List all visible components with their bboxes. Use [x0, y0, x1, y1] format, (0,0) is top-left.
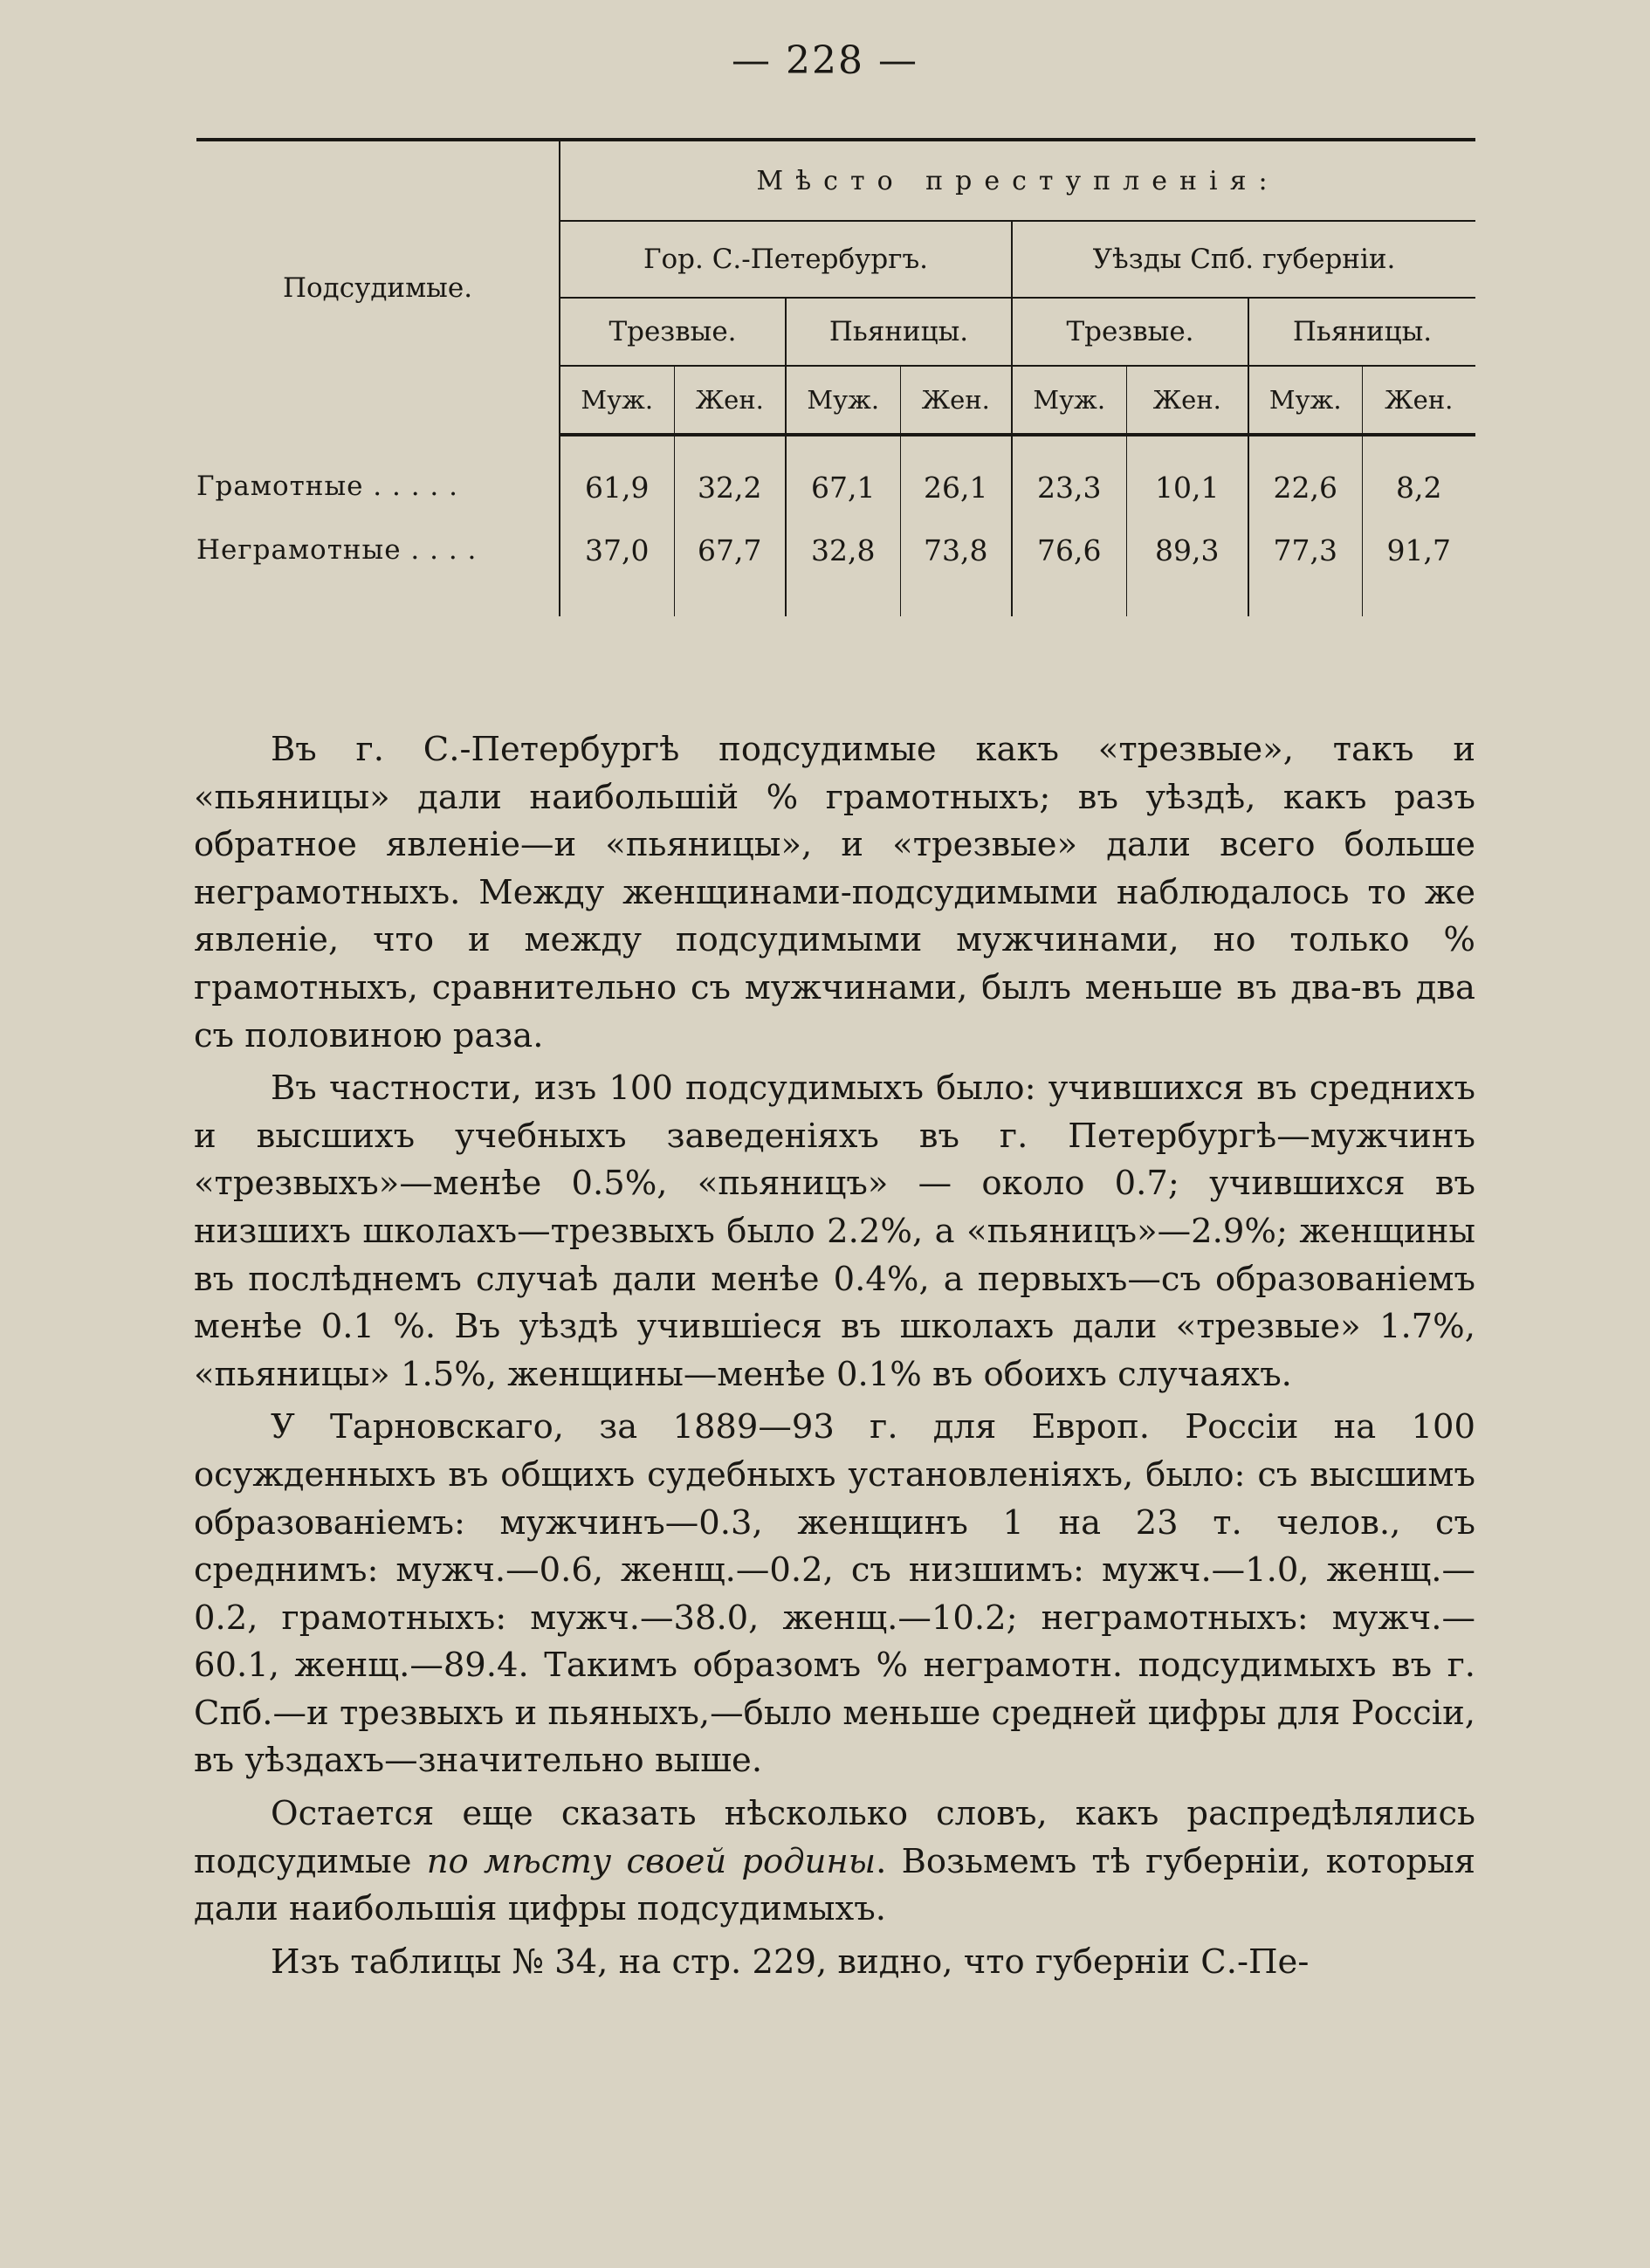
table-cell: 26,1: [900, 435, 1012, 519]
sex-header: Жен.: [1362, 366, 1475, 435]
literacy-table: [196, 138, 1475, 616]
page-number: — 228 —: [732, 38, 918, 83]
table-cell: 8,2: [1362, 435, 1475, 519]
table-cell: 32,2: [674, 435, 786, 519]
paragraph: Въ частности, изъ 100 подсудимыхъ было: учившихся въ среднихъ и высшихъ учебныхъ заведеніяхъ въ г. Петербургѣ—мужчинъ «трезвыхъ»—менѣе 0.5%, «пьяницъ» — около 0.7; учившихся въ низшихъ школахъ—трезвыхъ было 2.2%, а «пьяницъ»—2.9%; женщины въ послѣднемъ случаѣ дали менѣе 0.4%, а первыхъ—съ образованіемъ менѣе 0.1 %. Въ уѣздѣ учившіеся въ школахъ дали «трезвые» 1.7%, «пьяницы» 1.5%, женщины—менѣе 0.1% въ обоихъ случаяхъ.: [194, 1069, 1475, 1394]
row-label: Неграмотные . . . .: [196, 534, 478, 566]
sex-header: Жен.: [674, 366, 786, 435]
paragraph: [194, 1790, 1475, 1934]
table-cell: 77,3: [1248, 519, 1362, 616]
sex-header: Муж.: [560, 366, 674, 435]
paragraph: У Тарновскаго, за 1889—93 г. для Европ. Россіи на 100 осужденныхъ въ общихъ судебныхъ установленіяхъ, было: съ высшимъ образованіемъ: мужчинъ—0.3, женщинъ 1 на 23 т. челов., съ среднимъ: мужч.—0.6, женщ.—0.2, съ низшимъ: мужч.—1.0, женщ.—0.2, грамотныхъ: мужч.—38.0, женщ.—10.2; неграмотныхъ: мужч.—60.1, женщ.—89.4. Такимъ образомъ % неграмотн. подсудимыхъ въ г. Спб.—и трезвыхъ и пьяныхъ,—было меньше средней цифры для Россіи, въ уѣздахъ—значительно выше.: [194, 1407, 1475, 1781]
table-cell: 32,8: [786, 519, 900, 616]
table-cell: 67,7: [674, 519, 786, 616]
table-cell: 67,1: [786, 435, 900, 519]
stub-header: Подсудимые.: [282, 272, 473, 304]
table-cell: 22,6: [1248, 435, 1362, 519]
paragraph-text: . Возьмемъ тѣ губерніи, которыя дали наибольшія цифры подсудимыхъ.: [194, 1841, 1475, 1929]
table-cell: 10,1: [1126, 435, 1248, 519]
paragraph: Въ г. С.-Петербургѣ подсудимые какъ «трезвые», такъ и «пьяницы» дали наибольшій % грамотныхъ; въ уѣздѣ, какъ разъ обратное явленіе—и «пьяницы», и «трезвые» дали всего больше неграмотныхъ. Между женщинами-подсудимыми наблюдалось то же явленіе, что и между подсудимыми мужчинами, но только % грамотныхъ, сравнительно съ мужчинами, былъ меньше въ два-въ два съ половиною раза.: [194, 730, 1475, 1055]
italic-phrase: по мѣсту своей родины: [426, 1841, 877, 1881]
group-header: Пьяницы.: [1248, 298, 1475, 366]
sex-header: Муж.: [786, 366, 900, 435]
paragraph: Изъ таблицы № 34, на стр. 229, видно, что губерніи С.-Пе-: [271, 1942, 1310, 1982]
region-header: Уѣзды Спб. губерніи.: [1012, 221, 1475, 298]
table-cell: 61,9: [560, 435, 674, 519]
table-row: [196, 519, 1475, 616]
table-cell: 89,3: [1126, 519, 1248, 616]
group-header: Трезвые.: [1012, 298, 1248, 366]
table-cell: 73,8: [900, 519, 1012, 616]
sex-header: Жен.: [1126, 366, 1248, 435]
table-cell: 76,6: [1012, 519, 1126, 616]
region-header: Гор. С.-Петербургъ.: [560, 221, 1012, 298]
table-row: [196, 435, 1475, 519]
table-cell: 37,0: [560, 519, 674, 616]
paragraph-text: Остается еще сказать нѣсколько словъ, какъ распредѣлялись подсудимые: [194, 1794, 1475, 1881]
table-cell: 23,3: [1012, 435, 1126, 519]
group-header: Пьяницы.: [786, 298, 1012, 366]
body-text: [194, 726, 1475, 1991]
place-header: Мѣсто преступленія:: [560, 140, 1475, 221]
row-label: Грамотные . . . . .: [196, 471, 458, 502]
sex-header: Жен.: [900, 366, 1012, 435]
table-cell: 91,7: [1362, 519, 1475, 616]
group-header: Трезвые.: [560, 298, 786, 366]
sex-header: Муж.: [1248, 366, 1362, 435]
sex-header: Муж.: [1012, 366, 1126, 435]
